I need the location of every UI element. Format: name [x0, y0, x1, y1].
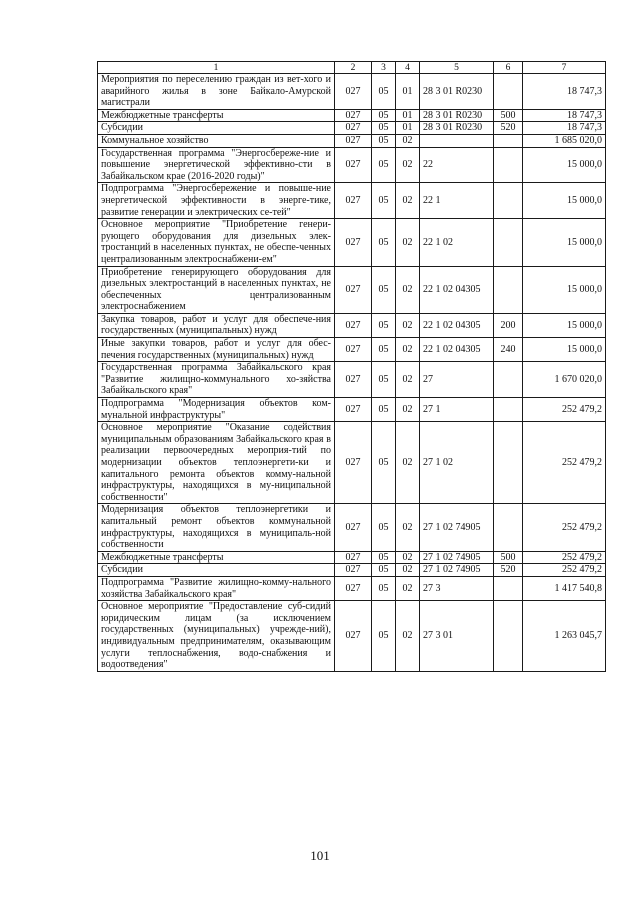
table-header [98, 62, 606, 74]
cell-amount: 252 479,2 [523, 551, 606, 564]
cell-amount: 18 747,3 [523, 109, 606, 122]
header-col-3: 3 [372, 62, 396, 74]
cell-name: Государственная программа Забайкальского края "Развитие жилищно-коммунального хо-зяйства Забайкальского края" [98, 362, 335, 398]
cell-subsection-code: 02 [396, 219, 420, 266]
budget-table [97, 61, 606, 672]
cell-subsection-code: 02 [396, 147, 420, 183]
cell-amount: 15 000,0 [523, 313, 606, 337]
cell-expense-type: 520 [494, 564, 523, 577]
cell-subsection-code: 02 [396, 338, 420, 362]
cell-expense-type [494, 183, 523, 219]
cell-expense-type [494, 504, 523, 551]
cell-ministry-code: 027 [335, 122, 372, 135]
cell-section-code: 05 [372, 147, 396, 183]
header-col-1: 1 [98, 62, 335, 74]
cell-expense-type [494, 219, 523, 266]
cell-target-article: 27 3 [420, 576, 494, 600]
cell-name: Государственная программа "Энергосбереже-ние и повышение энергетической эффективно-сти в Забайкальском крае (2016-2020 годы)" [98, 147, 335, 183]
header-col-4: 4 [396, 62, 420, 74]
table-row [98, 266, 606, 313]
cell-expense-type [494, 422, 523, 504]
table-row [98, 338, 606, 362]
cell-expense-type: 500 [494, 109, 523, 122]
cell-name: Основное мероприятие "Предоставление суб-сидий юридическим лицам (за исключением государственных (муниципальных) учрежде-ний), индивидуальным предпринимателям, оказывающим услуги теплоснабжения, водо-снабжения и водоотведения" [98, 601, 335, 672]
cell-subsection-code: 02 [396, 266, 420, 313]
cell-amount: 1 263 045,7 [523, 601, 606, 672]
cell-section-code: 05 [372, 564, 396, 577]
cell-target-article: 28 3 01 R0230 [420, 109, 494, 122]
cell-name: Основное мероприятие "Оказание содействия муниципальным образованиям Забайкальского края в реализации первоочередных мероприя-тий по модернизации объектов теплоэнергети-ки и капитального ремонта объектов комму-нальной инфраструктуры, находящихся в му-ниципальной собственности" [98, 422, 335, 504]
cell-ministry-code: 027 [335, 576, 372, 600]
table-row [98, 398, 606, 422]
cell-amount: 1 417 540,8 [523, 576, 606, 600]
cell-ministry-code: 027 [335, 422, 372, 504]
cell-section-code: 05 [372, 504, 396, 551]
cell-subsection-code: 01 [396, 122, 420, 135]
cell-target-article: 27 1 02 74905 [420, 551, 494, 564]
cell-target-article: 27 1 02 [420, 422, 494, 504]
cell-ministry-code: 027 [335, 362, 372, 398]
cell-target-article: 22 1 02 04305 [420, 266, 494, 313]
cell-expense-type [494, 134, 523, 147]
cell-amount: 15 000,0 [523, 266, 606, 313]
cell-ministry-code: 027 [335, 219, 372, 266]
cell-ministry-code: 027 [335, 338, 372, 362]
page-number: 101 [310, 848, 330, 863]
cell-expense-type [494, 74, 523, 110]
cell-section-code: 05 [372, 362, 396, 398]
cell-expense-type [494, 147, 523, 183]
cell-subsection-code: 02 [396, 576, 420, 600]
cell-amount: 18 747,3 [523, 122, 606, 135]
header-col-6: 6 [494, 62, 523, 74]
table-row [98, 147, 606, 183]
cell-amount: 15 000,0 [523, 219, 606, 266]
cell-ministry-code: 027 [335, 266, 372, 313]
table-row [98, 122, 606, 135]
cell-ministry-code: 027 [335, 504, 372, 551]
cell-subsection-code: 02 [396, 313, 420, 337]
cell-target-article: 28 3 01 R0230 [420, 74, 494, 110]
cell-target-article: 27 1 02 74905 [420, 564, 494, 577]
cell-target-article: 27 1 [420, 398, 494, 422]
cell-section-code: 05 [372, 422, 396, 504]
cell-expense-type [494, 576, 523, 600]
cell-subsection-code: 02 [396, 183, 420, 219]
table-body [98, 74, 606, 672]
cell-amount: 252 479,2 [523, 422, 606, 504]
cell-ministry-code: 027 [335, 183, 372, 219]
cell-name: Коммунальное хозяйство [98, 134, 335, 147]
cell-ministry-code: 027 [335, 601, 372, 672]
table-row [98, 422, 606, 504]
cell-target-article: 27 3 01 [420, 601, 494, 672]
table-row [98, 504, 606, 551]
cell-ministry-code: 027 [335, 398, 372, 422]
cell-section-code: 05 [372, 313, 396, 337]
cell-ministry-code: 027 [335, 313, 372, 337]
cell-section-code: 05 [372, 266, 396, 313]
cell-ministry-code: 027 [335, 551, 372, 564]
cell-subsection-code: 02 [396, 134, 420, 147]
cell-amount: 15 000,0 [523, 183, 606, 219]
cell-subsection-code: 02 [396, 362, 420, 398]
cell-expense-type [494, 362, 523, 398]
header-row [98, 62, 606, 74]
cell-name: Межбюджетные трансферты [98, 109, 335, 122]
table-row [98, 564, 606, 577]
cell-subsection-code: 01 [396, 109, 420, 122]
cell-section-code: 05 [372, 551, 396, 564]
cell-target-article: 27 1 02 74905 [420, 504, 494, 551]
cell-section-code: 05 [372, 601, 396, 672]
cell-amount: 252 479,2 [523, 504, 606, 551]
cell-expense-type [494, 266, 523, 313]
cell-amount: 15 000,0 [523, 338, 606, 362]
table-row [98, 576, 606, 600]
cell-section-code: 05 [372, 122, 396, 135]
cell-amount: 252 479,2 [523, 398, 606, 422]
table-row [98, 183, 606, 219]
cell-expense-type: 200 [494, 313, 523, 337]
cell-target-article: 22 1 02 04305 [420, 338, 494, 362]
cell-subsection-code: 02 [396, 504, 420, 551]
table-row [98, 313, 606, 337]
cell-amount: 18 747,3 [523, 74, 606, 110]
table-row [98, 551, 606, 564]
cell-target-article: 22 1 02 [420, 219, 494, 266]
cell-name: Основное мероприятие "Приобретение генери-рующего оборудования для дизельных элек-тростанций в населенных пунктах, не обеспе-ченных централизованным электроснабжени-ем" [98, 219, 335, 266]
cell-section-code: 05 [372, 134, 396, 147]
table-row [98, 219, 606, 266]
cell-section-code: 05 [372, 74, 396, 110]
cell-target-article [420, 134, 494, 147]
cell-name: Модернизация объектов теплоэнергетики и капитальный ремонт объектов коммунальной инфраструктуры, находящихся в муниципаль-ной собственности [98, 504, 335, 551]
cell-name: Приобретение генерирующего оборудования для дизельных электростанций в населенных пунктах, не обеспеченных централизованным электроснабжением [98, 266, 335, 313]
cell-section-code: 05 [372, 109, 396, 122]
cell-expense-type [494, 398, 523, 422]
cell-subsection-code: 02 [396, 564, 420, 577]
cell-amount: 252 479,2 [523, 564, 606, 577]
cell-target-article: 27 [420, 362, 494, 398]
cell-name: Закупка товаров, работ и услуг для обеспече-ния государственных (муниципальных) нужд [98, 313, 335, 337]
cell-amount: 1 670 020,0 [523, 362, 606, 398]
cell-expense-type [494, 601, 523, 672]
cell-subsection-code: 02 [396, 422, 420, 504]
cell-section-code: 05 [372, 398, 396, 422]
header-col-7: 7 [523, 62, 606, 74]
cell-name: Субсидии [98, 122, 335, 135]
cell-section-code: 05 [372, 183, 396, 219]
cell-target-article: 28 3 01 R0230 [420, 122, 494, 135]
table-row [98, 74, 606, 110]
table-row [98, 109, 606, 122]
cell-expense-type: 500 [494, 551, 523, 564]
header-col-5: 5 [420, 62, 494, 74]
cell-expense-type: 240 [494, 338, 523, 362]
cell-name: Мероприятия по переселению граждан из вет-хого и аварийного жилья в зоне Байкало-Амурской магистрали [98, 74, 335, 110]
cell-section-code: 05 [372, 219, 396, 266]
cell-name: Субсидии [98, 564, 335, 577]
cell-ministry-code: 027 [335, 147, 372, 183]
cell-name: Иные закупки товаров, работ и услуг для обес-печения государственных (муниципальных) нужд [98, 338, 335, 362]
cell-ministry-code: 027 [335, 134, 372, 147]
cell-name: Подпрограмма "Модернизация объектов ком-мунальной инфраструктуры" [98, 398, 335, 422]
cell-subsection-code: 02 [396, 551, 420, 564]
header-col-2: 2 [335, 62, 372, 74]
cell-section-code: 05 [372, 338, 396, 362]
cell-subsection-code: 02 [396, 398, 420, 422]
cell-ministry-code: 027 [335, 74, 372, 110]
cell-ministry-code: 027 [335, 109, 372, 122]
cell-ministry-code: 027 [335, 564, 372, 577]
cell-expense-type: 520 [494, 122, 523, 135]
cell-section-code: 05 [372, 576, 396, 600]
cell-name: Подпрограмма "Энергосбережение и повыше-ние энергетической эффективности в энерге-тике, развитие генерации и электрических се-тей" [98, 183, 335, 219]
table-row [98, 134, 606, 147]
cell-target-article: 22 1 [420, 183, 494, 219]
cell-amount: 15 000,0 [523, 147, 606, 183]
table-row [98, 601, 606, 672]
cell-name: Межбюджетные трансферты [98, 551, 335, 564]
cell-name: Подпрограмма "Развитие жилищно-комму-нального хозяйства Забайкальского края" [98, 576, 335, 600]
cell-target-article: 22 1 02 04305 [420, 313, 494, 337]
cell-subsection-code: 01 [396, 74, 420, 110]
cell-subsection-code: 02 [396, 601, 420, 672]
cell-target-article: 22 [420, 147, 494, 183]
table-row [98, 362, 606, 398]
cell-amount: 1 685 020,0 [523, 134, 606, 147]
